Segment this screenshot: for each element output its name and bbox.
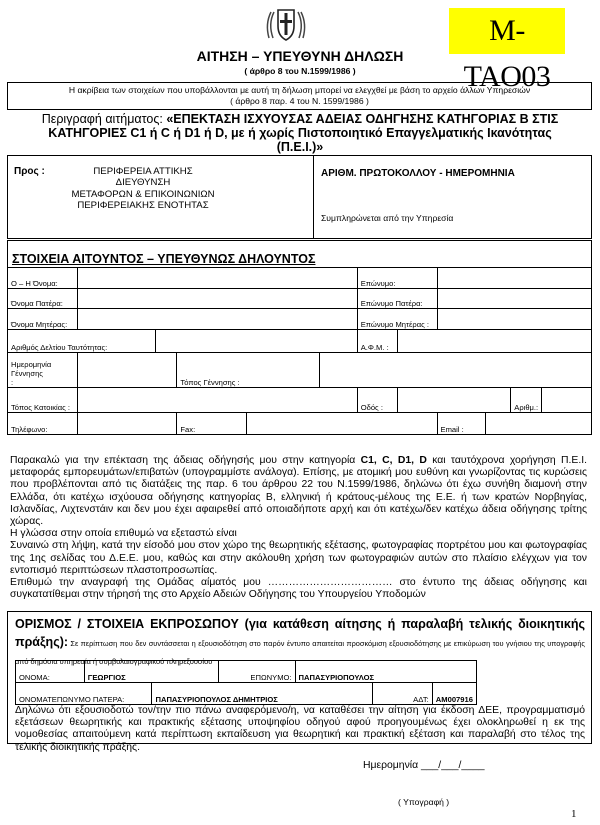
first-name-label: Ο – Η Όνομα:: [8, 268, 78, 289]
applicant-row-birth: [8, 353, 592, 388]
applicant-section-header: [7, 240, 592, 267]
recipient-line-1: ΠΕΡΙΦΕΡΕΙΑ ΑΤΤΙΚΗΣ: [93, 166, 193, 177]
representative-row-name: [16, 661, 477, 683]
father-name-field[interactable]: [77, 289, 357, 309]
birth-place-field[interactable]: [319, 353, 591, 388]
protocol-number-label: ΑΡΙΘΜ. ΠΡΩΤΟΚΟΛΛΟΥ - ΗΜΕΡΟΜΗΝΙΑ: [321, 168, 515, 179]
request-description-label: Περιγραφή αιτήματος:: [41, 112, 167, 126]
father-surname-field[interactable]: [437, 289, 592, 309]
afm-label: Α.Φ.Μ. :: [357, 330, 397, 353]
form-code-badge: M-TAO03: [449, 8, 565, 54]
residence-field[interactable]: [77, 388, 357, 413]
fax-label: Fax:: [177, 413, 247, 435]
authorization-statement: Δηλώνω ότι εξουσιοδοτώ τον/την πιο πάνω αναφερόμενο/η, να καταθέσει την αίτηση για έκδοση ΔΕΕ, προγραμματισμό εξετάσεων θεωρητικής και πρακτικής εξέτασης υποψηφίου οδηγού αφού προηγουμένως έχει ολοκληρωθεί η εκ της νομοθεσίας απαιτούμενη κατά περίπτωση εκπαίδευση για θεωρητική και πρακτική εξέταση και παραλαβή στο τέλος της τελικής διοικητικής πράξης.: [15, 705, 585, 753]
email-field[interactable]: [486, 413, 592, 435]
id-number-label: Αριθμός Δελτίου Ταυτότητας:: [8, 330, 156, 353]
request-description-line-1: «ΕΠΕΚΤΑΣΗ ΙΣΧΥΟΥΣΑΣ ΑΔΕΙΑΣ ΟΔΗΓΗΣΗΣ ΚΑΤΗΓΟΡΙΑΣ Β ΣΤΙΣ: [166, 112, 559, 126]
date-field[interactable]: Ημερομηνία ___/___/____: [363, 760, 485, 771]
rep-surname-value[interactable]: ΠΑΠΑΣΥΡΙΟΠΟΥΛΟΣ: [295, 661, 476, 683]
mother-surname-field[interactable]: [437, 309, 592, 330]
statement-p1-start: Παρακαλώ για την επέκταση της άδειας οδήγησής μου στην κατηγορία: [10, 455, 361, 466]
mother-name-field[interactable]: [77, 309, 357, 330]
form-title: ΑΙΤΗΣΗ – ΥΠΕΥΘΥΝΗ ΔΗΛΩΣΗ: [196, 48, 404, 64]
birth-date-field[interactable]: [77, 353, 177, 388]
rep-adt-value[interactable]: ΑΜ007916: [432, 683, 476, 705]
rep-surname-label: ΕΠΩΝΥΜΟ:: [219, 661, 295, 683]
greek-state-seal-icon: [263, 4, 309, 44]
statement-paragraph-blood-type: Επιθυμώ την αναγραφή της Ομάδας αίματός μου ……………………………… στο έντυπο της άδειας οδήγησης και συγκατατίθεμαι στην τήρησή της στο Αρχείο Αδειών Οδήγησης του Υπουργείου Υποδομών: [10, 577, 587, 601]
signature-label: ( Υπογραφή ): [398, 797, 450, 807]
statement-p1-rest: και ταυτόχρονα χορήγηση Π.Ε.Ι. μεταφοράς εμπορευμάτων/επιβατών (υπογραμμίστε ανάλογα). Επίσης, με ατομική μου ευθύνη και γνωρίζοντας τις κυρώσεις που προβλέπονται από τις διατάξεις της παρ. 6 του άρθρου 22 του Ν.1599/1986, δηλώνω ότι έχω συνήθη διαμονή στην Ελλάδα, ότι κατέχω ισχύουσα οδήγησης κατηγορίας Β, ελληνική ή κράτους-μέλους της Ε.Ε. ή των κρατών Νορβηγίας, Ισλανδίας, Λιχτενστάιν και δεν μου έχει αφαιρεθεί από οποιαδήποτε αρχή και ότι κατέχω/δεν κατέχω άδεια οδήγησης τρίτης χώρας.: [10, 455, 587, 528]
request-description-line-2: ΚΑΤΗΓΟΡΙΕΣ C1 ή C ή D1 ή D, με ή χωρίς Πιστοποιητικό Επαγγελματικής Ικανότητας: [48, 126, 552, 140]
birth-place-label: Τόπος Γέννησης :: [177, 353, 319, 388]
street-number-field[interactable]: [542, 388, 592, 413]
mother-surname-label: Επώνυμο Μητέρας :: [357, 309, 437, 330]
statement-paragraph-language: Η γλώσσα στην οποία επιθυμώ να εξεταστώ είναι: [10, 528, 237, 540]
applicant-section-title: ΣΤΟΙΧΕΙΑ ΑΙΤΟΥΝΤΟΣ – ΥΠΕΥΘΥΝΩΣ ΔΗΛΟΥΝΤΟΣ: [12, 252, 316, 266]
residence-label: Τόπος Κατοικίας :: [8, 388, 78, 413]
statement-categories: C1, C, D1, D: [360, 455, 427, 466]
birth-date-label: [8, 353, 78, 388]
id-number-field[interactable]: [155, 330, 357, 353]
applicant-row-father: [8, 289, 592, 309]
verification-note-box: [7, 82, 592, 110]
page-number: 1: [571, 808, 577, 820]
phone-field[interactable]: [77, 413, 177, 435]
recipient-box: [7, 155, 592, 239]
street-label: Οδός :: [357, 388, 397, 413]
father-name-label: Όνομα Πατέρα:: [8, 289, 78, 309]
to-label: Προς :: [14, 166, 45, 177]
fax-field[interactable]: [247, 413, 437, 435]
street-number-label: Αριθμ.:: [511, 388, 542, 413]
email-label: Email :: [437, 413, 486, 435]
recipient-divider: [313, 156, 314, 238]
mother-name-label: Όνομα Μητέρας:: [8, 309, 78, 330]
verification-note: Η ακρίβεια των στοιχείων που υποβάλλονται με αυτή τη δήλωση μπορεί να ελεγχθεί με βάση το αρχείο άλλων Υπηρεσιών: [68, 85, 531, 95]
rep-name-value[interactable]: ΓΕΩΡΓΙΟΣ: [84, 661, 218, 683]
rep-father-label: ΟΝΟΜΑΤΕΠΩΝΥΜΟ ΠΑΤΕΡΑ:: [16, 683, 152, 705]
recipient-authority: [58, 166, 228, 212]
applicant-row-name: [8, 268, 592, 289]
applicant-row-id: [8, 330, 592, 353]
birth-date-label-colon: :: [11, 378, 14, 387]
statement-text: [10, 455, 587, 601]
verification-note-reference: ( άρθρο 8 παρ. 4 του Ν. 1599/1986 ): [230, 96, 369, 106]
form-subtitle: ( άρθρο 8 του Ν.1599/1986 ): [244, 66, 356, 76]
representative-box: [7, 611, 592, 753]
recipient-line-3: ΜΕΤΑΦΟΡΩΝ & ΕΠΙΚΟΙΝΩΝΙΩΝ: [71, 188, 215, 200]
rep-name-label: ΟΝΟΜΑ:: [16, 661, 85, 683]
birth-date-label-text: Ημερομηνία Γέννησης: [11, 360, 52, 378]
applicant-row-residence: [8, 388, 592, 413]
request-description-line-3: (Π.Ε.Ι.)»: [276, 140, 324, 154]
representative-note: Σε περίπτωση που δεν συντάσσεται η εξουσιοδότηση στο παρόν έντυπο απαιτείται προσκόμιση εξουσιοδότησης με επικύρωση του γνήσιου της υπογραφής από δημόσια υπηρεσία ή συμβολαιογραφικού πληρεξουσίου: [15, 639, 585, 666]
representative-row-father: [16, 683, 477, 705]
applicant-row-contact: [8, 413, 592, 435]
applicant-table: [7, 267, 592, 435]
street-field[interactable]: [397, 388, 511, 413]
service-note: Συμπληρώνεται από την Υπηρεσία: [321, 213, 454, 223]
statement-paragraph-photo-consent: Συναινώ στη λήψη, κατά την είσοδό μου στον χώρο της θεωρητικής εξέτασης, φωτογραφίας πορτρέτου μου και φωτογραφίας της 1ης σελίδας του Δ.Ε.Ε. μου, καθώς και στην ακόλουθη χρήση των φωτογραφιών αυτών στο πλαίσιο ελέγχων για τον εντοπισμό περιπτώσεων πλαστοπροσωπίας.: [10, 540, 587, 576]
last-name-field[interactable]: [437, 268, 592, 289]
rep-adt-label: ΑΔΤ:: [373, 683, 433, 705]
phone-label: Τηλέφωνο:: [8, 413, 78, 435]
rep-father-value[interactable]: ΠΑΠΑΣΥΡΙΟΠΟΥΛΟΣ ΔΗΜΗΤΡΙΟΣ: [152, 683, 373, 705]
afm-field[interactable]: [397, 330, 591, 353]
request-description: [10, 112, 590, 154]
last-name-label: Επώνυμο:: [357, 268, 437, 289]
statement-paragraph-1: [10, 455, 587, 528]
applicant-row-mother: [8, 309, 592, 330]
father-surname-label: Επώνυμο Πατέρα:: [357, 289, 437, 309]
first-name-field[interactable]: [77, 268, 357, 289]
representative-heading: ΟΡΙΣΜΟΣ / ΣΤΟΙΧΕΙΑ ΕΚΠΡΟΣΩΠΟΥ (για κατάθεση αίτησης ή παραλαβή τελικής διοικητικής πράξης):: [15, 617, 585, 649]
representative-table: [15, 660, 477, 705]
recipient-line-4: ΠΕΡΙΦΕΡΕΙΑΚΗΣ ΕΝΟΤΗΤΑΣ: [77, 200, 209, 212]
recipient-line-2: ΔΙΕΥΘΥΝΣΗ: [115, 177, 171, 189]
